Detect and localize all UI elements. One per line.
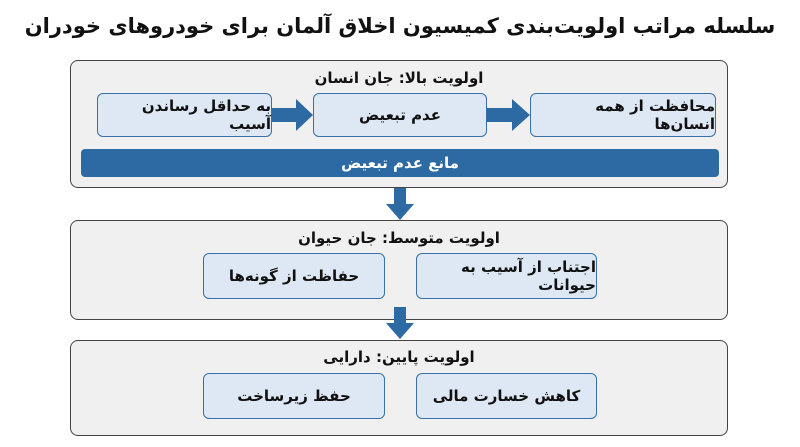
arrow-left-1-icon	[487, 99, 530, 131]
box-preserve-infrastructure: حفظ زیرساخت	[203, 373, 385, 419]
non-discrimination-barrier-bar: مانع عدم تبعیض	[81, 149, 719, 177]
tier-low-label: اولویت پایین: دارایی	[323, 348, 475, 366]
box-non-discrimination: عدم تبعیض	[313, 93, 487, 137]
arrow-down-2-icon	[386, 307, 414, 339]
box-minimize-harm: به حداقل رساندن آسیب	[97, 93, 272, 137]
box-reduce-financial-damage: کاهش خسارت مالی	[416, 373, 597, 419]
tier-high-label: اولویت بالا: جان انسان	[314, 69, 484, 87]
box-protect-all-humans: محافظت از همه انسان‌ها	[530, 93, 716, 137]
arrow-down-1-icon	[386, 188, 414, 220]
tier-medium-label: اولویت متوسط: جان حیوان	[298, 229, 500, 247]
arrow-left-2-icon	[272, 99, 313, 131]
diagram-title: سلسله مراتب اولویت‌بندی کمیسیون اخلاق آلمان برای خودروهای خودران	[24, 14, 776, 38]
tier-low-priority	[70, 340, 728, 436]
box-species-protection: حفاظت از گونه‌ها	[203, 253, 385, 299]
box-avoid-animal-harm: اجتناب از آسیب به حیوانات	[416, 253, 597, 299]
tier-medium-priority	[70, 220, 728, 320]
